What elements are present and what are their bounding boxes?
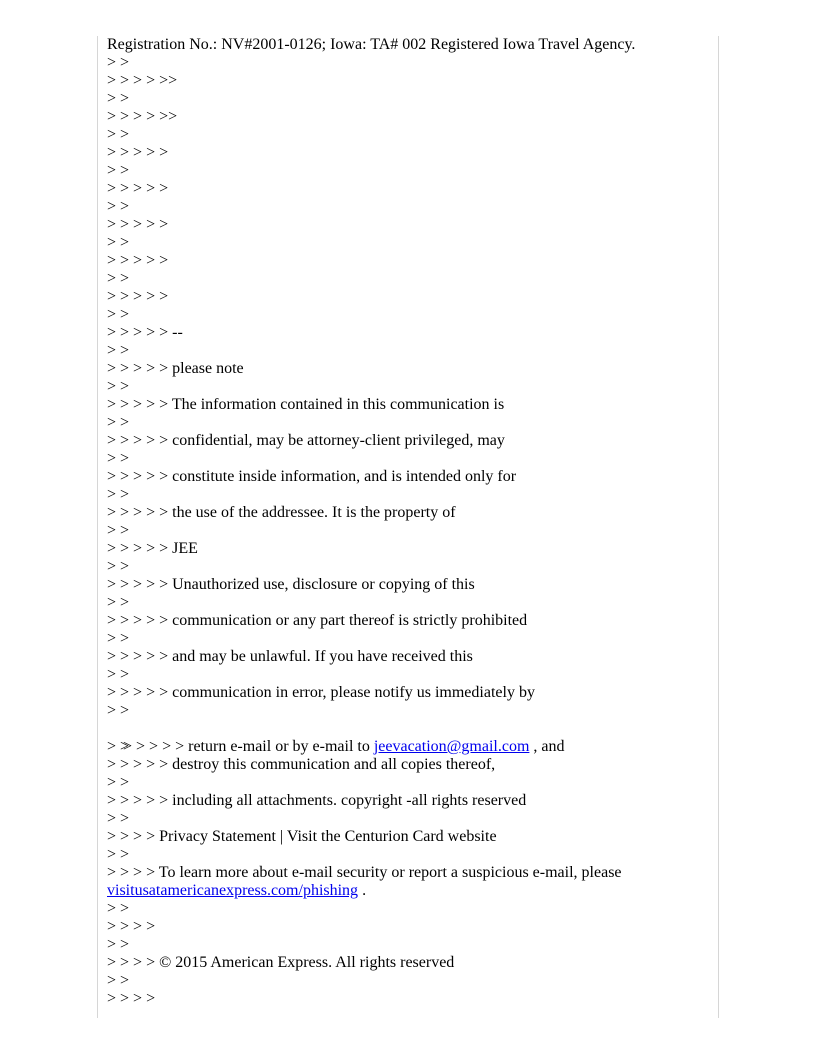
quoted-line: > >: [107, 306, 130, 323]
quoted-line: > >: [107, 90, 130, 107]
quoted-line: > > > > >: [107, 252, 169, 269]
quoted-line: > >: [107, 594, 130, 611]
quoted-line: > >: [107, 522, 130, 539]
phishing-text: > > > > To learn more about e-mail security or report a suspicious e-mail, please: [107, 864, 622, 881]
email-link[interactable]: jeevacation@gmail.com: [373, 738, 530, 755]
quoted-line: > >: [107, 702, 130, 719]
quoted-line: > >: [107, 774, 130, 791]
quoted-line: > >: [107, 666, 130, 683]
quoted-line: > > > >: [107, 918, 156, 935]
quoted-line: > > > > >: [107, 288, 169, 305]
quoted-line: > > > > > and may be unlawful. If you have received this: [107, 648, 473, 665]
quoted-line: > > > > Privacy Statement | Visit the Centurion Card website: [107, 828, 497, 845]
quoted-line: > >: [107, 810, 130, 827]
quoted-line: > >: [107, 198, 130, 215]
quoted-line: > >: [107, 630, 130, 647]
quoted-line: > >: [107, 972, 130, 989]
quoted-line: > > > > > communication in error, please notify us immediately by: [107, 684, 535, 701]
quoted-line: > >: [107, 738, 130, 755]
quoted-line: > > > > > --: [107, 324, 183, 341]
quoted-line: > > > > > communication or any part thereof is strictly prohibited: [107, 612, 528, 629]
quoted-line: > >: [107, 162, 130, 179]
quoted-line: > > > > © 2015 American Express. All rights reserved: [107, 954, 455, 971]
quoted-line: > >: [107, 900, 130, 917]
quoted-block-1: [107, 54, 707, 720]
quoted-block-3: [107, 900, 707, 1008]
phishing-line: [107, 864, 707, 900]
quoted-line: > >: [107, 270, 130, 287]
quoted-line: > > > > >: [107, 144, 169, 161]
quoted-line: > > > > > confidential, may be attorney-client privileged, may: [107, 432, 505, 449]
quoted-line: > > > > > including all attachments. copyright -all rights reserved: [107, 792, 527, 809]
quoted-line: > > > > >: [107, 216, 169, 233]
quoted-line: > > > > > constitute inside information, and is intended only for: [107, 468, 517, 485]
quoted-line: > > > > > please note: [107, 360, 244, 377]
quoted-line: > >: [107, 234, 130, 251]
quoted-line: > > > >: [107, 990, 156, 1007]
quoted-line: > >: [107, 126, 130, 143]
return-email-suffix: , and: [529, 738, 565, 755]
quoted-line: > > > > >>: [107, 72, 178, 89]
quoted-line: > >: [107, 846, 130, 863]
quoted-line: > >: [107, 558, 130, 575]
quoted-block-2: [107, 738, 707, 864]
quoted-line: > > > > >>: [107, 108, 178, 125]
registration-line: Registration No.: NV#2001-0126; Iowa: TA# 002 Registered Iowa Travel Agency.: [107, 36, 636, 53]
quoted-line: > >: [107, 486, 130, 503]
quoted-line: > >: [107, 54, 130, 71]
quoted-line: > >: [107, 450, 130, 467]
phishing-suffix: .: [358, 882, 367, 899]
quoted-line: > > > > > Unauthorized use, disclosure or copying of this: [107, 576, 475, 593]
quoted-line: > > > > > JEE: [107, 540, 198, 557]
email-body: [107, 36, 707, 1008]
return-email-line: [107, 720, 707, 755]
quoted-line: > > > > > the use of the addressee. It is the property of: [107, 504, 456, 521]
quoted-line: > > > > >: [107, 180, 169, 197]
quoted-line: > > > > > destroy this communication and all copies thereof,: [107, 756, 496, 773]
return-email-text: > > > > > return e-mail or by e-mail to: [123, 738, 374, 755]
quoted-line: > > > > > The information contained in this communication is: [107, 396, 505, 413]
quoted-line: > >: [107, 342, 130, 359]
quoted-line: > >: [107, 936, 130, 953]
quoted-line: > >: [107, 378, 130, 395]
quoted-line: > >: [107, 414, 130, 431]
phishing-link[interactable]: visitusatamericanexpress.com/phishing: [107, 882, 359, 899]
